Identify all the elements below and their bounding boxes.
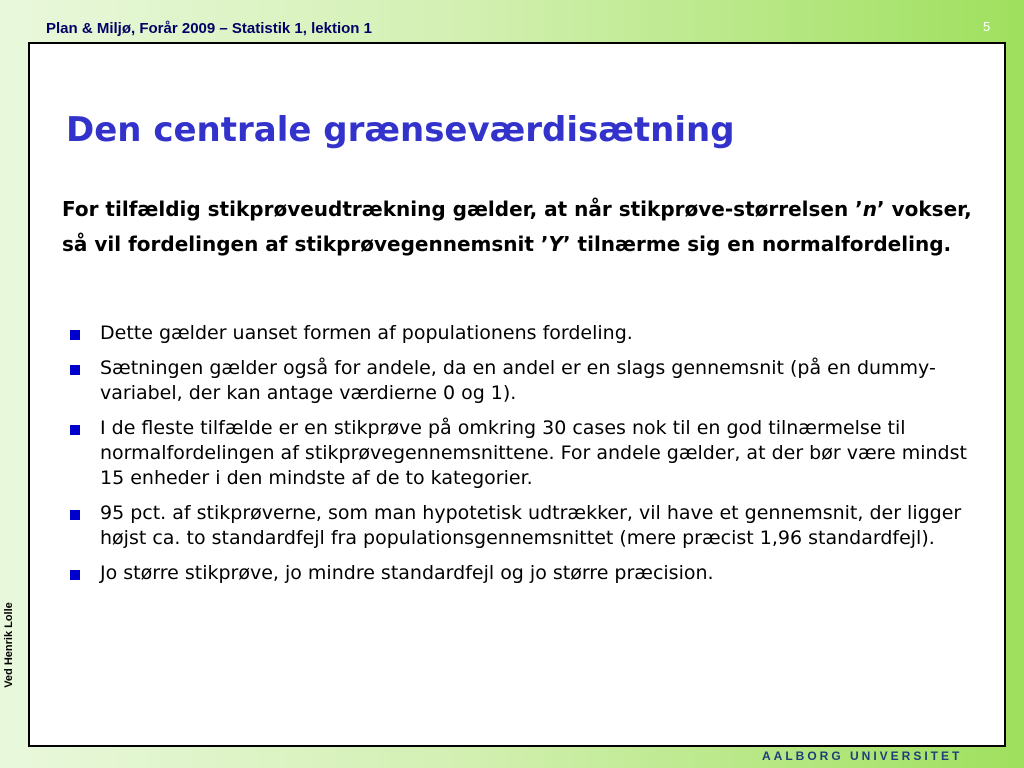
bullet-item <box>70 356 970 406</box>
theorem-variable-n: n <box>862 197 878 221</box>
square-bullet-icon <box>70 510 80 520</box>
slide-content-panel <box>28 42 1006 747</box>
bullet-item <box>70 561 970 586</box>
theorem-text-part2: ’ vokser, så vil fordelingen af stikprøvegennemsnit ’ <box>62 197 972 256</box>
theorem-variable-y: Y <box>548 232 563 256</box>
header-title: Plan & Miljø, Forår 2009 – Statistik 1, lektion 1 <box>46 20 372 37</box>
theorem-statement <box>62 192 972 262</box>
bullet-item <box>70 501 970 551</box>
bullet-text: 95 pct. af stikprøverne, som man hypotetisk udtrækker, vil have et gennemsnit, der ligger højst ca. to standardfejl fra populationsgennemsnittet (mere præcist 1,96 standardfejl). <box>100 502 962 549</box>
square-bullet-icon <box>70 425 80 435</box>
square-bullet-icon <box>70 330 80 340</box>
bullet-text: I de fleste tilfælde er en stikprøve på omkring 30 cases nok til en god tilnærmelse til normalfordelingen af stikprøvegennemsnittene. For andele gælder, at der bør være mindst 15 enheder i den mindste af de to kategorier. <box>100 417 967 489</box>
theorem-text-part1: For tilfældig stikprøveudtrækning gælder, at når stikprøve-størrelsen ’ <box>62 197 863 221</box>
slide-number: 5 <box>983 19 991 34</box>
author-label: Ved Henrik Lolle <box>3 602 15 688</box>
bullet-text: Jo større stikprøve, jo mindre standardfejl og jo større præcision. <box>100 562 714 584</box>
bullet-text: Sætningen gælder også for andele, da en andel er en slags gennemsnit (på en dummy-variabel, der kan antage værdierne 0 og 1). <box>100 357 936 404</box>
slide-title: Den centrale grænseværdisætning <box>66 110 735 150</box>
bullet-text: Dette gælder uanset formen af populationens fordeling. <box>100 322 633 344</box>
bullet-list <box>70 321 970 596</box>
theorem-text-part3: ’ tilnærme sig en normalfordeling. <box>562 232 952 256</box>
square-bullet-icon <box>70 570 80 580</box>
bullet-item <box>70 416 970 491</box>
bullet-item <box>70 321 970 346</box>
university-logo: AALBORG UNIVERSITET <box>762 749 963 763</box>
square-bullet-icon <box>70 365 80 375</box>
